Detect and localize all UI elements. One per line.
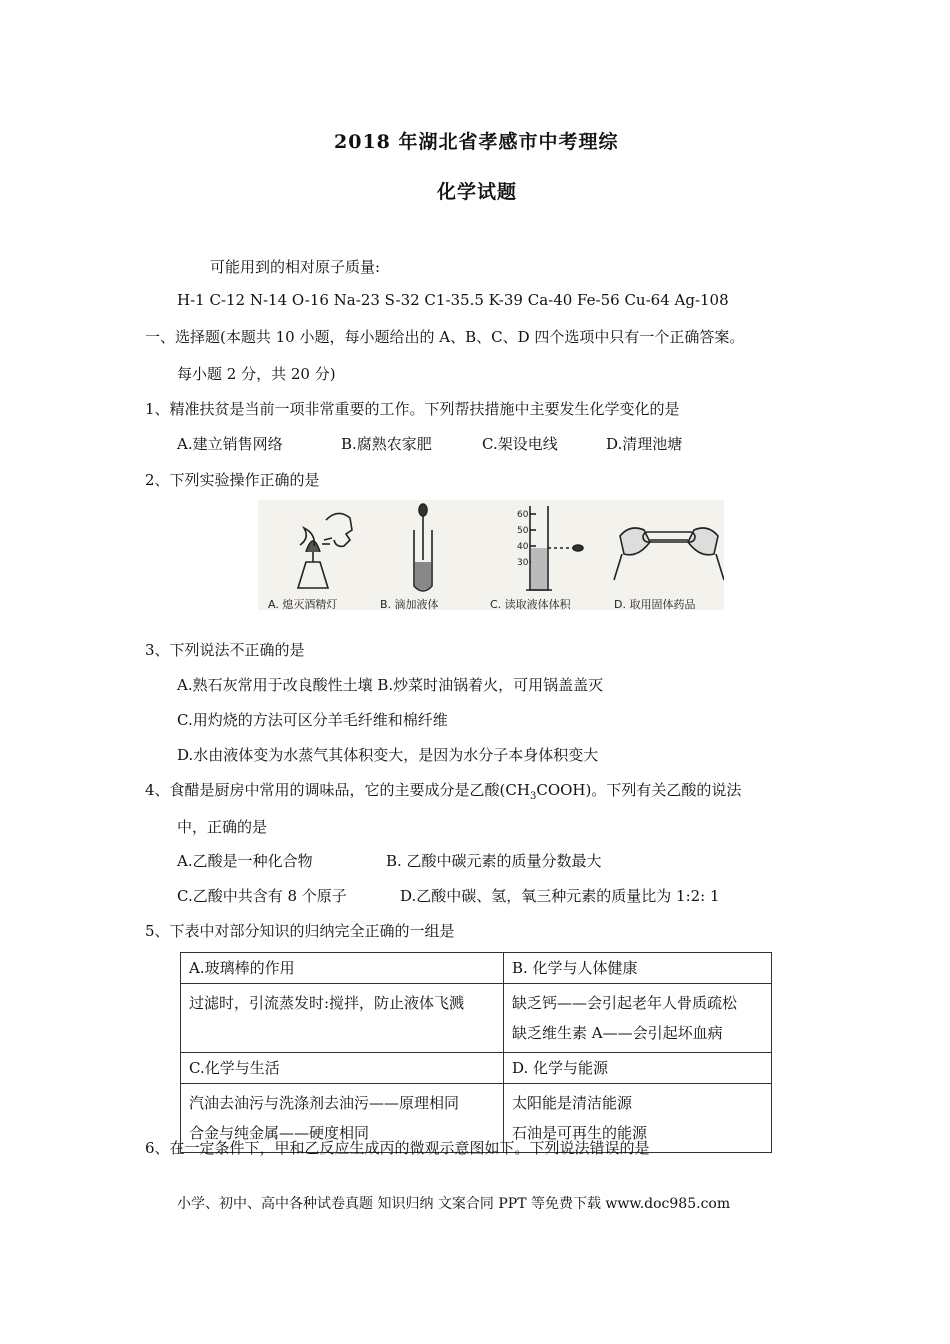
cell-b-line1: 缺乏钙——会引起老年人骨质疏松 (512, 994, 738, 1012)
q4-stem-sub: 3 (529, 791, 537, 802)
page-title: 2018 年湖北省孝感市中考理综 (334, 131, 619, 153)
scale-mark-30: 30 (517, 558, 529, 568)
q3-stem: 3、下列说法不正确的是 (145, 641, 305, 659)
q4-stem-post: COOH)。下列有关乙酸的说法 (536, 781, 742, 799)
section-heading-cont: 每小题 2 分，共 20 分) (177, 365, 336, 383)
dropper-test-tube-icon (414, 504, 432, 591)
q4-option-c: C.乙酸中共含有 8 个原子 (177, 887, 347, 905)
cell-c-line1: 汽油去油污与洗涤剂去油污——原理相同 (189, 1094, 460, 1112)
lab-operations-illustration (258, 500, 724, 610)
fig-label-d: D. 取用固体药品 (614, 598, 696, 611)
hands-test-tube-icon (614, 528, 724, 580)
q4-option-b: B. 乙酸中碳元素的质量分数最大 (386, 852, 602, 870)
fig-label-c: C. 读取液体体积 (490, 598, 571, 611)
q3-option-d: D.水由液体变为水蒸气其体积变大，是因为水分子本身体积变大 (177, 746, 599, 764)
q1-option-b: B.腐熟农家肥 (341, 435, 432, 453)
fig-label-b: B. 滴加液体 (380, 598, 439, 611)
table-row (181, 953, 772, 984)
q5-stem: 5、下表中对部分知识的归纳完全正确的一组是 (145, 922, 455, 940)
cell-c-line2: 合金与纯金属——硬度相同 (189, 1124, 370, 1142)
q1-option-d: D.清理池塘 (606, 435, 683, 453)
atomic-mass-label: 可能用到的相对原子质量: (210, 258, 381, 276)
cell-d-head: D. 化学与能源 (504, 1053, 772, 1084)
q4-stem-cont: 中，正确的是 (177, 818, 268, 836)
q5-knowledge-table (180, 952, 772, 1153)
graduated-cylinder-icon (526, 506, 583, 590)
q3-options-ab: A.熟石灰常用于改良酸性土壤 B.炒菜时油锅着火，可用锅盖盖灭 (177, 676, 604, 694)
cell-b-head: B. 化学与人体健康 (504, 953, 772, 984)
scale-mark-60: 60 (517, 510, 529, 520)
alcohol-lamp-icon (298, 513, 352, 588)
scale-mark-40: 40 (517, 542, 529, 552)
page-subtitle: 化学试题 (437, 181, 518, 203)
cell-b-body (504, 984, 772, 1053)
cell-c-head: C.化学与生活 (181, 1053, 504, 1084)
q1-stem: 1、精准扶贫是当前一项非常重要的工作。下列帮扶措施中主要发生化学变化的是 (145, 400, 680, 418)
table-row (181, 1053, 772, 1084)
q2-stem: 2、下列实验操作正确的是 (145, 471, 320, 489)
cell-a-head: A.玻璃棒的作用 (181, 953, 504, 984)
cell-d-line1: 太阳能是清洁能源 (512, 1094, 633, 1112)
atomic-mass-list: H-1 C-12 N-14 O-16 Na-23 S-32 C1-35.5 K-39 Ca-40 Fe-56 Cu-64 Ag-108 (177, 291, 729, 309)
q6-stem: 6、在一定条件下，甲和乙反应生成丙的微观示意图如下。下列说法错误的是 (145, 1139, 650, 1157)
cell-a-body (181, 984, 504, 1053)
q4-option-a: A.乙酸是一种化合物 (177, 852, 313, 870)
q1-option-a: A.建立销售网络 (177, 435, 283, 453)
cell-d-line2: 石油是可再生的能源 (512, 1124, 648, 1142)
cell-b-line2: 缺乏维生素 A——会引起坏血病 (512, 1024, 723, 1042)
cell-a-line1: 过滤时，引流蒸发时:搅拌，防止液体飞溅 (189, 994, 465, 1012)
q4-stem-pre: 4、食醋是厨房中常用的调味品，它的主要成分是乙酸(CH (145, 781, 530, 799)
scale-mark-50: 50 (517, 526, 529, 536)
section-heading: 一、选择题(本题共 10 小题，每小题给出的 A、B、C、D 四个选项中只有一个正确答案。 (145, 328, 745, 346)
table-row (181, 984, 772, 1053)
q4-option-d: D.乙酸中碳、氢，氧三种元素的质量比为 1:2: 1 (400, 887, 720, 905)
q1-option-c: C.架设电线 (482, 435, 558, 453)
fig-label-a: A. 熄灭酒精灯 (268, 598, 338, 611)
q2-figure (258, 500, 724, 610)
q3-option-c: C.用灼烧的方法可区分羊毛纤维和棉纤维 (177, 711, 448, 729)
q4-stem (145, 779, 741, 802)
footer-text: 小学、初中、高中各种试卷真题 知识归纳 文案合同 PPT 等免费下载 www.doc985.com (177, 1196, 731, 1212)
